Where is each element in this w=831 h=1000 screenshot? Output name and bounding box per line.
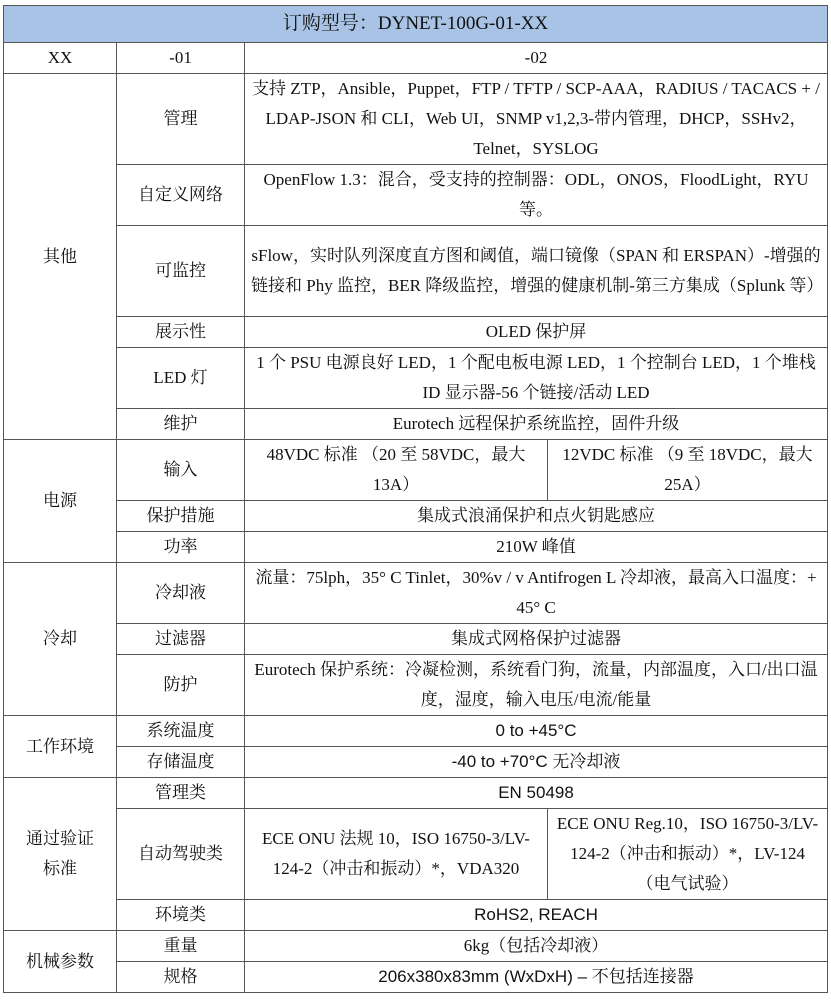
row-label: 防护 xyxy=(117,655,245,716)
table-row xyxy=(4,962,828,993)
row-value: sFlow，实时队列深度直方图和阈值，端口镜像（SPAN 和 ERSPAN）-增强的链接和 Phy 监控，BER 降级监控，增强的健康机制-第三方集成（Splunk 等） xyxy=(245,226,828,317)
row-label: 规格 xyxy=(117,962,245,993)
table-row xyxy=(4,226,828,317)
table-row xyxy=(4,317,828,348)
section-label-env: 工作环境 xyxy=(4,716,117,778)
row-label: 功率 xyxy=(117,532,245,563)
row-value: 支持 ZTP，Ansible，Puppet，FTP / TFTP / SCP-AAA，RADIUS / TACACS + / LDAP-JSON 和 CLI，Web UI，SNMP v1,2,3-带内管理，DHCP，SSHv2，Telnet，SYSLOG xyxy=(245,74,828,165)
table-row xyxy=(4,348,828,409)
row-value-a: ECE ONU 法规 10，ISO 16750-3/LV-124-2（冲击和振动）*，VDA320 xyxy=(245,809,548,900)
header-02: -02 xyxy=(245,43,828,74)
row-label: 重量 xyxy=(117,931,245,962)
table-row xyxy=(4,563,828,624)
row-label: 自定义网络 xyxy=(117,165,245,226)
row-value-b: 12VDC 标准 （9 至 18VDC，最大 25A） xyxy=(548,440,828,501)
row-value-b: ECE ONU Reg.10，ISO 16750-3/LV-124-2（冲击和振动）*，LV-124（电气试验） xyxy=(548,809,828,900)
section-label-cooling: 冷却 xyxy=(4,563,117,716)
row-value: Eurotech 保护系统：冷凝检测，系统看门狗，流量，内部温度，入口/出口温度，湿度，输入电压/电流/能量 xyxy=(245,655,828,716)
title-row xyxy=(4,6,828,43)
row-value: 206x380x83mm (WxDxH) – 不包括连接器 xyxy=(245,962,828,993)
row-label: 过滤器 xyxy=(117,624,245,655)
table-row xyxy=(4,409,828,440)
row-value: 流量：75lph，35° C Tinlet，30%v / v Antifrogen L 冷却液，最高入口温度：+ 45° C xyxy=(245,563,828,624)
table-row xyxy=(4,900,828,931)
row-label: 冷却液 xyxy=(117,563,245,624)
header-01: -01 xyxy=(117,43,245,74)
row-label: 管理 xyxy=(117,74,245,165)
row-label: 可监控 xyxy=(117,226,245,317)
section-label-other: 其他 xyxy=(4,74,117,440)
table-row xyxy=(4,778,828,809)
row-label: 输入 xyxy=(117,440,245,501)
row-label: 自动驾驶类 xyxy=(117,809,245,900)
row-value: 1 个 PSU 电源良好 LED，1 个配电板电源 LED，1 个控制台 LED，1 个堆栈 ID 显示器-56 个链接/活动 LED xyxy=(245,348,828,409)
row-value: RoHS2, REACH xyxy=(245,900,828,931)
section-label-power: 电源 xyxy=(4,440,117,563)
table-row xyxy=(4,165,828,226)
row-label: 展示性 xyxy=(117,317,245,348)
row-label: 系统温度 xyxy=(117,716,245,747)
table-row xyxy=(4,440,828,501)
row-value: Eurotech 远程保护系统监控，固件升级 xyxy=(245,409,828,440)
row-value: 集成式浪涌保护和点火钥匙感应 xyxy=(245,501,828,532)
row-label: 保护措施 xyxy=(117,501,245,532)
table-row xyxy=(4,532,828,563)
table-row xyxy=(4,624,828,655)
row-value: 集成式网格保护过滤器 xyxy=(245,624,828,655)
row-value: EN 50498 xyxy=(245,778,828,809)
table-row xyxy=(4,655,828,716)
spec-table xyxy=(3,5,828,993)
table-row xyxy=(4,501,828,532)
section-label-mech: 机械参数 xyxy=(4,931,117,993)
row-value: OpenFlow 1.3：混合，受支持的控制器：ODL，ONOS，FloodLight，RYU 等。 xyxy=(245,165,828,226)
section-label-cert: 通过验证 标准 xyxy=(4,778,117,931)
row-value: 210W 峰值 xyxy=(245,532,828,563)
header-xx: XX xyxy=(4,43,117,74)
table-row xyxy=(4,716,828,747)
row-label: 维护 xyxy=(117,409,245,440)
table-row xyxy=(4,809,828,900)
row-value-a: 48VDC 标准 （20 至 58VDC，最大 13A） xyxy=(245,440,548,501)
row-label: LED 灯 xyxy=(117,348,245,409)
row-value: 6kg（包括冷却液） xyxy=(245,931,828,962)
table-row xyxy=(4,74,828,165)
order-model-title: 订购型号：DYNET-100G-01-XX xyxy=(4,6,828,43)
header-row xyxy=(4,43,828,74)
row-label: 存储温度 xyxy=(117,747,245,778)
row-value: 0 to +45°C xyxy=(245,716,828,747)
row-label: 环境类 xyxy=(117,900,245,931)
row-value: OLED 保护屏 xyxy=(245,317,828,348)
row-label: 管理类 xyxy=(117,778,245,809)
row-value: -40 to +70°C 无冷却液 xyxy=(245,747,828,778)
table-row xyxy=(4,747,828,778)
table-row xyxy=(4,931,828,962)
